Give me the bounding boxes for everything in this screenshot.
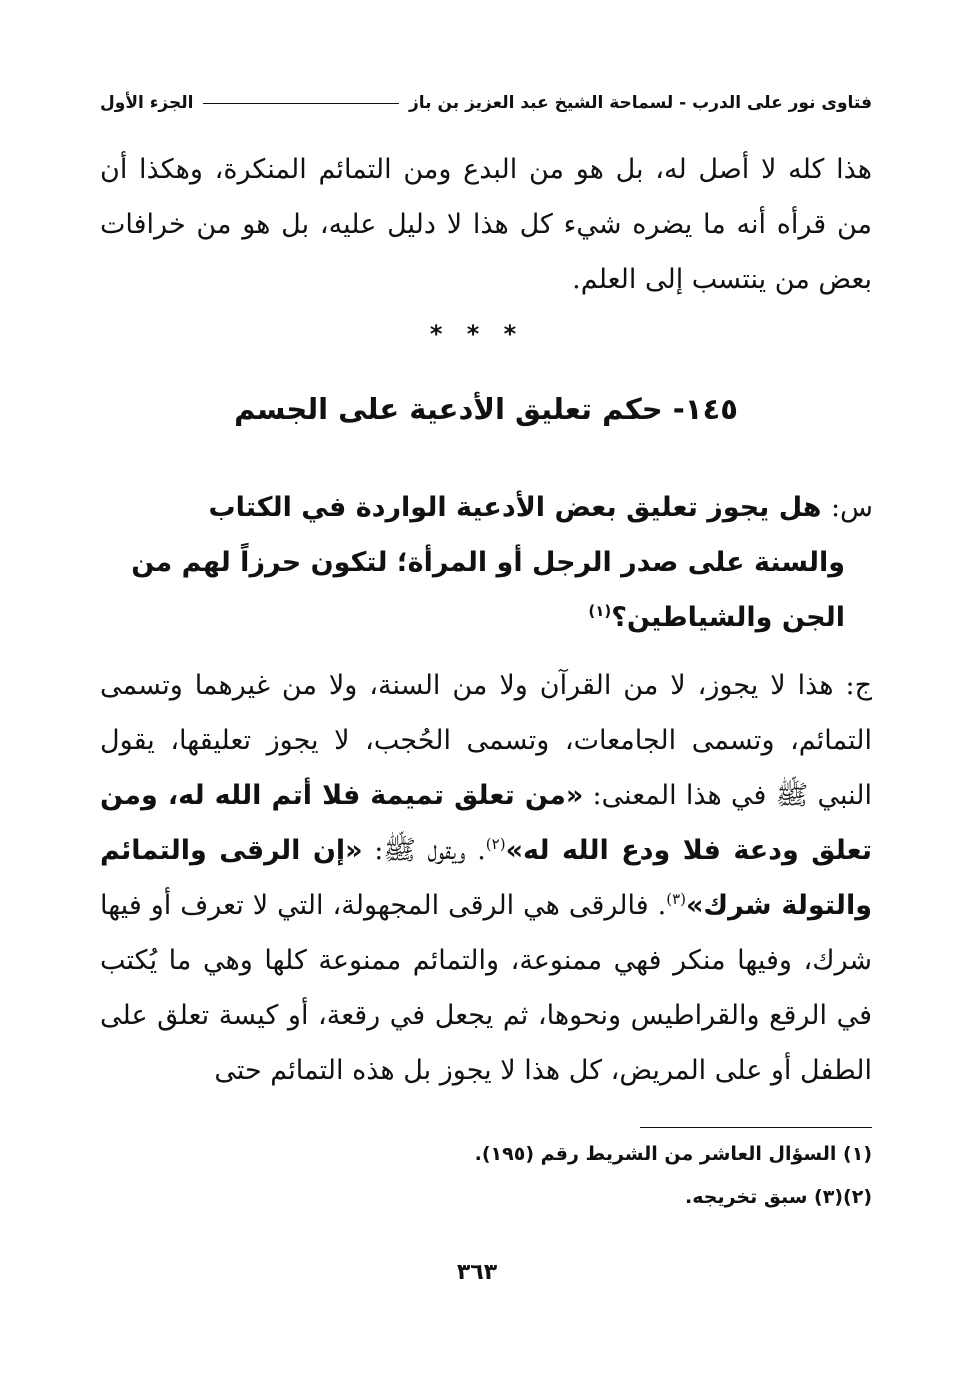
footnote-ref-1: (١): [588, 602, 612, 620]
book-title: فتاوى نور على الدرب - لسماحة الشيخ عبد العزيز بن باز: [409, 93, 872, 113]
section-title: ١٤٥- حكم تعليق الأدعية على الجسم: [234, 392, 738, 426]
footnote-ref-3: (٣): [666, 890, 686, 908]
answer-label: ج:: [845, 670, 872, 701]
hadith-1: «من تعلق تميمة فلا أتم الله له، ومن تعلق ودعة فلا ودع الله له»: [100, 780, 872, 866]
footnote-1: (١) السؤال العاشر من الشريط رقم (١٩٥).: [474, 1143, 872, 1165]
question-label: س:: [830, 492, 873, 523]
page-number: ٣٦٣: [456, 1260, 498, 1285]
hadith-2: «إن الرقى والتمائم والتولة شرك»: [100, 835, 872, 921]
section-separator: * * *: [429, 320, 525, 348]
footnote-2: (٢)(٣) سبق تخريجه.: [685, 1186, 872, 1208]
answer-block: [100, 658, 872, 1098]
question-text: هل يجوز تعليق بعض الأدعية الواردة في الكتاب والسنة على صدر الرجل أو المرأة؛ لتكون حرزاً لهم من الجن والشياطين؟: [131, 492, 845, 633]
answer-part-2: . ويقول ﷺ:: [374, 835, 486, 866]
intro-paragraph: هذا كله لا أصل له، بل هو من البدع ومن التمائم المنكرة، وهكذا أن من قرأه أنه ما يضره شيء كل هذا لا دليل عليه، بل هو من خرافات بعض من ينتسب إلى العلم.: [100, 154, 872, 295]
volume-label: الجزء الأول: [100, 93, 194, 113]
header-rule: [203, 103, 399, 104]
running-header: [100, 88, 872, 118]
answer-part-1: هذا لا يجوز، لا من القرآن ولا من السنة، ولا من غيرهما وتسمى التمائم، وتسمى الجامعات، وتسمى الحُجب، لا يجوز تعليقها، يقول النبي ﷺ في هذا المعنى:: [100, 670, 872, 811]
question-block: [125, 480, 873, 645]
footnote-ref-2: (٢): [485, 835, 506, 853]
footnote-rule: [640, 1127, 872, 1128]
answer-part-3: . فالرقى هي الرقى المجهولة، التي لا تعرف أو فيها شرك، وفيها منكر فهي ممنوعة، والتمائم ممنوعة كلها وهي ما يُكتب في الرقع والقراطيس ونحوها، ثم يجعل في رقعة، أو كيسة تعلق على الطفل أو على المريض، كل هذا لا يجوز بل هذه التمائم حتى: [100, 890, 872, 1086]
